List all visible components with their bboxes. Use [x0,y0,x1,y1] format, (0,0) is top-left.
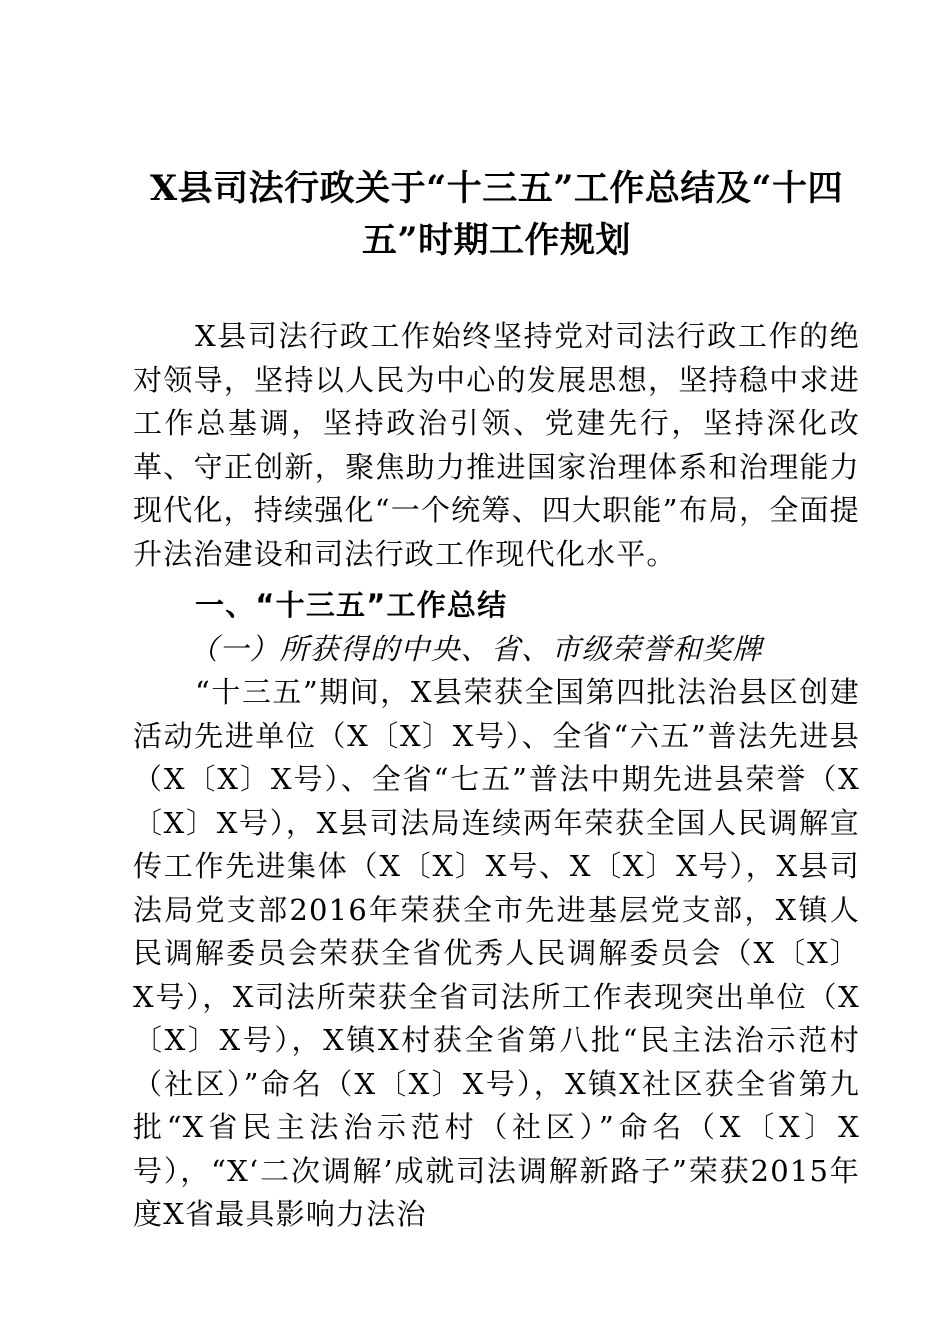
subsection-heading-1-1: （一）所获得的中央、省、市级荣誉和奖牌 [189,631,763,666]
lead-paragraph: X县司法行政工作始终坚持党对司法行政工作的绝对领导，坚持以人民为中心的发展思想，坚持稳中求进工作总基调，坚持政治引领、党建先行，坚持深化改革、守正创新，聚焦助力推进国家治理体系和治理能力现代化，持续强化“一个统筹、四大职能”布局，全面提升法治建设和司法行政工作现代化水平。 [133,319,860,571]
document-title: X县司法行政关于“十三五”工作总结及“十四五”时期工作规划 [149,168,844,261]
section-heading-1: 一、“十三五”工作总结 [195,588,508,622]
page-content [133,0,860,1237]
subsection-body-1-1: “十三五”期间，X县荣获全国第四批法治县区创建活动先进单位（X〔X〕X号）、全省“六五”普法先进县（X〔X〕X号）、全省“七五”普法中期先进县荣誉（X〔X〕X号），X县司法局连续两年荣获全国人民调解宣传工作先进集体（X〔X〕X号、X〔X〕X号），X县司法局党支部2016年荣获全市先进基层党支部，X镇人民调解委员会荣获全省优秀人民调解委员会（X〔X〕X号），X司法所荣获全省司法所工作表现突出单位（X〔X〕X号），X镇X村获全省第八批“民主法治示范村（社区）”命名（X〔X〕X号），X镇X社区获全省第九批“X省民主法治示范村（社区）”命名（X〔X〕X号），“X‘二次调解’成就司法调解新路子”荣获2015年度X省最具影响力法治 [133,675,860,1231]
